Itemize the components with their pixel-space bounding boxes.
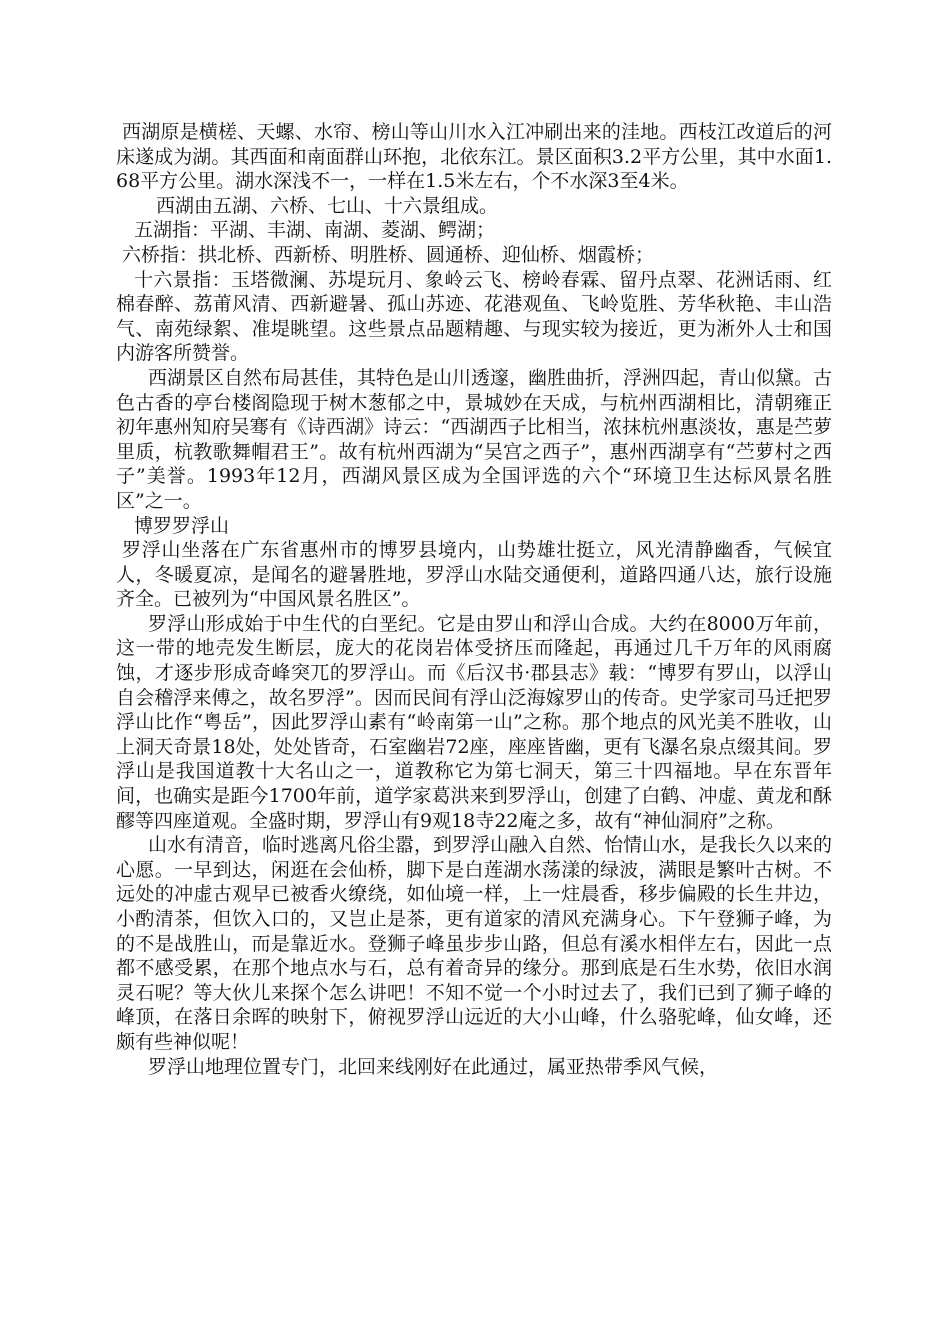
paragraph-west-lake-composition: 西湖由五湖、六桥、七山、十六景组成。 (156, 194, 499, 217)
document-body (116, 120, 832, 1079)
paragraph-west-lake-layout: 西湖景区自然布局甚佳，其特色是山川透邃，幽胜曲折，浮洲四起，青山似黛。古色古香的亭台楼阁隐现于树木葱郁之中，景城妙在天成，与杭州西湖相比，清朝雍正初年惠州知府吴骞有《诗西湖》诗云：“西湖西子比相当，浓抹杭州惠淡妆，惠是苎萝 里质，杭教歌舞帽君王”。故有杭州西湖为“吴宫之西子”，惠州西湖享有“苎萝村之西子”美誉。1993年12月，西湖风景区成为全国评选的六个“环境卫生达标风景名胜区”之一。 (116, 366, 833, 512)
section-heading-luofu-mountain: 博罗罗浮山 (134, 514, 230, 537)
paragraph-luofu-visit: 山水有清音，临时逃离凡俗尘嚣，到罗浮山融入自然、怡情山水，是我长久以来的心愿。一早到达，闲逛在会仙桥，脚下是白莲湖水荡漾的绿波，满眼是繁叶古树。不远处的冲虚古观早已被香火缭绕，如仙境一样，上一炷晨香，移步偏殿的长生井边，小酌清茶，但饮入口的，又岂止是茶，更有道家的清风充满身心。下午登狮子峰，为的不是战胜山，而是靠近水。登狮子峰虽步步山路，但总有溪水相伴左右，因此一点都不感受累，在那个地点水与石，总有着奇异的缘分。那到底是石生水势，依旧水润灵石呢？等大伙儿来探个怎么讲吧！不知不觉一个小时过去了，我们已到了狮子峰的峰顶，在落日余晖的映射下，俯视罗浮山远近的大小山峰，什么骆驼峰，仙女峰，还颇有些神似呢！ (116, 834, 833, 1053)
paragraph-luofu-formation: 罗浮山形成始于中生代的白垩纪。它是由罗山和浮山合成。大约在8000万年前，这一带的地壳发生断层，庞大的花岗岩体受挤压而隆起，再通过几千万年的风雨腐蚀，才逐步形成奇峰突兀的罗浮山。而《后汉书·郡县志》载：“博罗有罗山，以浮山自会稽浮来傅之，故名罗浮”。因而民间有浮山泛海嫁罗山的传奇。史学家司马迁把罗浮山比作“粤岳”，因此罗浮山素有“岭南第一山”之称。那个地点的风光美不胜收，山上洞天奇景18处，处处皆奇，石室幽岩72座，座座皆幽，更有飞瀑名泉点缀其间。罗浮山是我国道教十大名山之一，道教称它为第七洞天，第三十四福地。早在东晋年间，也确实是距今1700年前，道学家葛洪来到罗浮山，创建了白鹤、冲虚、黄龙和酥醪等四座道观。全盛时期，罗浮山有9观18寺22庵之多，故有“神仙洞府”之称。 (116, 612, 832, 832)
paragraph-west-lake-origin: 西湖原是横槎、天螺、水帘、榜山等山川水入江冲刷出来的洼地。西枝江改道后的河床遂成为湖。其西面和南面群山环抱，北依东江。景区面积3.2平方公里，其中水面1.68平方公里。湖水深浅不一，一样在1.5米左右，个不水深3至4米。 (116, 121, 832, 193)
paragraph-five-lakes: 五湖指：平湖、丰湖、南湖、菱湖、鳄湖； (134, 219, 496, 242)
paragraph-luofu-climate: 罗浮山地理位置专门，北回来线刚好在此通过，属亚热带季风气候， (148, 1055, 719, 1078)
paragraph-sixteen-scenes: 十六景指：玉塔微澜、苏堤玩月、象岭云飞、榜岭春霖、留丹点翠、花洲话雨、红棉春醉、荔莆风清、西新避暑、孤山苏迹、花港观鱼、飞岭览胜、芳华秋艳、丰山浩气、南苑绿絮、准堤眺望。这些景点品题精趣、与现实较为接近，更为淅外人士和国内游客所赞誉。 (116, 268, 832, 365)
paragraph-six-bridges: 六桥指：拱北桥、西新桥、明胜桥、圆通桥、迎仙桥、烟霞桥； (122, 243, 655, 266)
paragraph-luofu-location: 罗浮山坐落在广东省惠州市的博罗县境内，山势雄壮挺立，风光清静幽香，气候宜人，冬暖夏凉，是闻名的避暑胜地，罗浮山水陆交通便利，道路四通八达，旅行设施齐全。已被列为“中国风景名胜区”。 (116, 539, 832, 611)
